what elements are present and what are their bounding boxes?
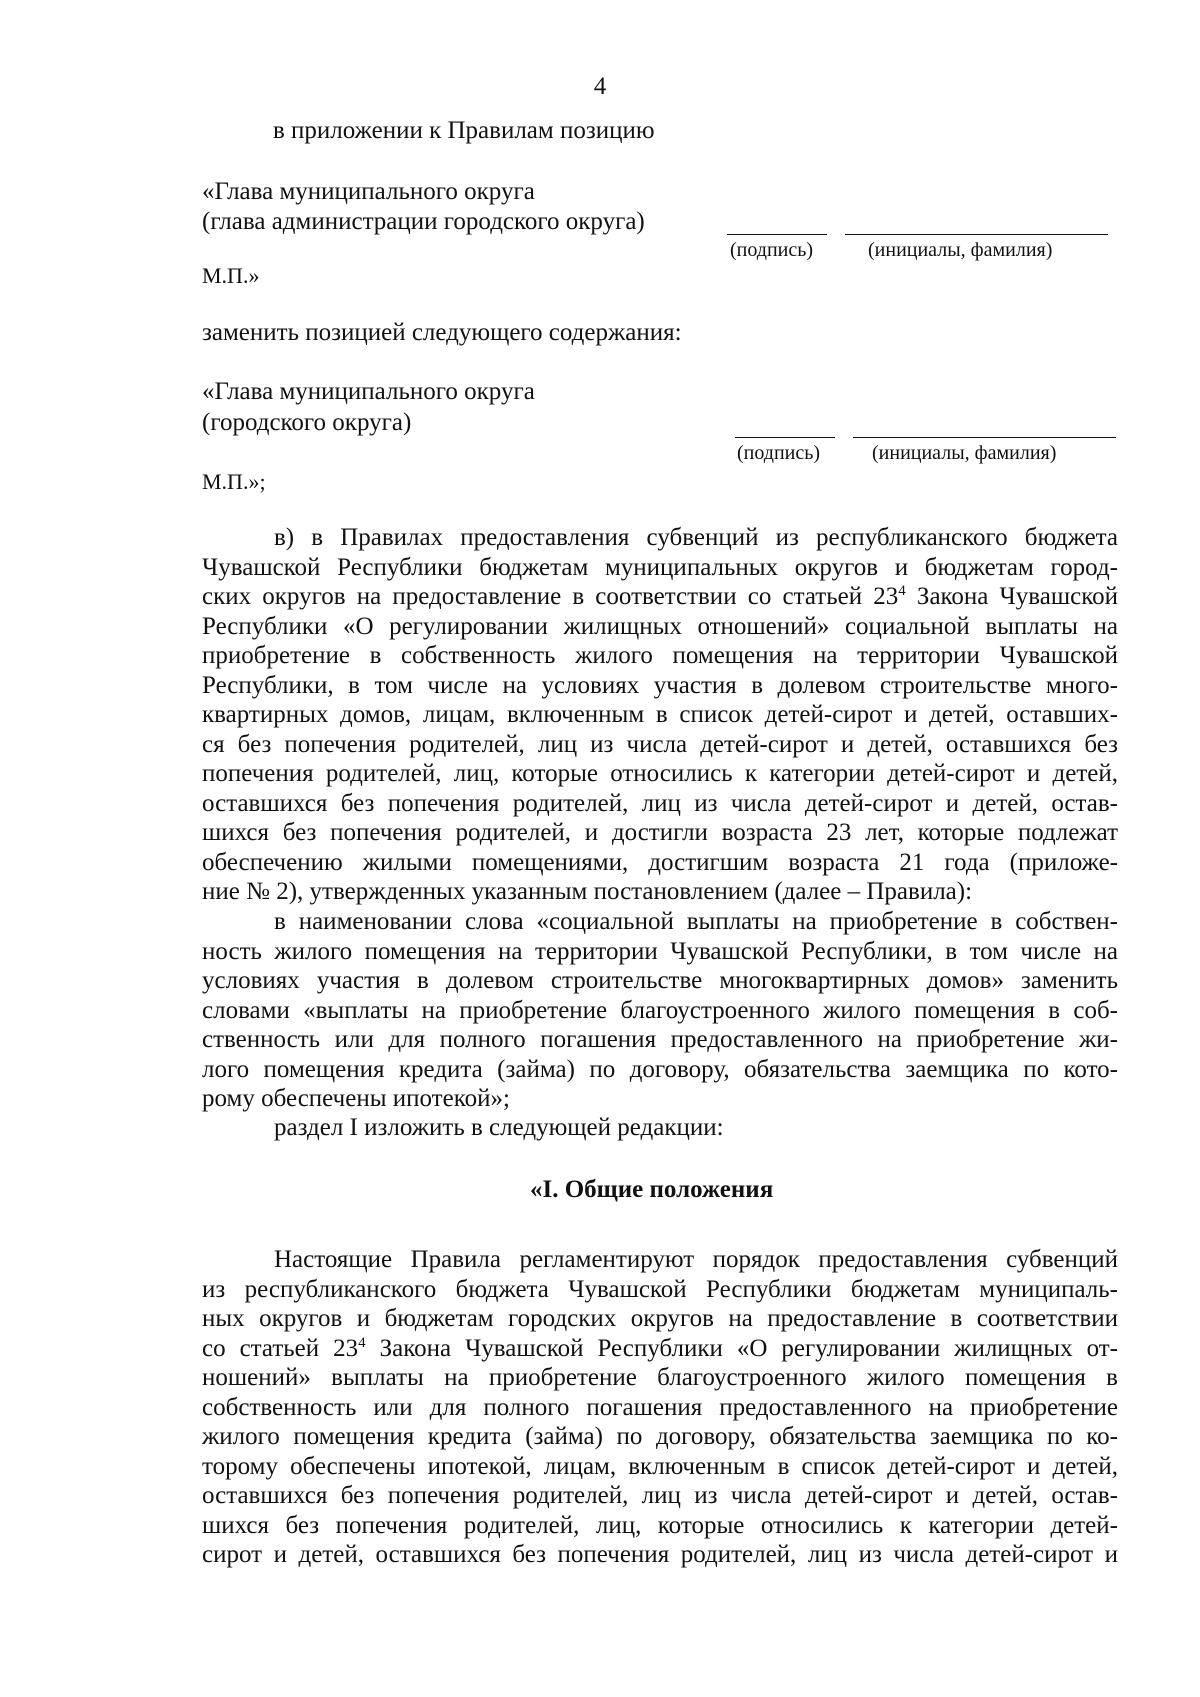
block2-title-line2: (городского округа) xyxy=(202,409,412,436)
block2-stamp: М.П.»; xyxy=(202,469,266,494)
text-line xyxy=(202,1334,1118,1364)
text-line: условиях участия в долевом строительстве многоквартирных домов» заменить xyxy=(202,967,1118,994)
text-line: оставшихся без попечения родителей, лиц из числа детей-сирот и детей, остав- xyxy=(202,789,1118,817)
text-line: ношений» выплаты на приобретение благоустроенного жилого помещения в xyxy=(202,1364,1118,1391)
block1-signature-line xyxy=(727,234,827,235)
page-number: 4 xyxy=(593,73,607,100)
text-line: ность жилого помещения на территории Чувашской Республики, в том числе на xyxy=(202,937,1118,965)
block1-title-line2: (глава администрации городского округа) xyxy=(202,208,645,235)
section-heading: «I. Общие положения xyxy=(530,1176,774,1203)
text-line: Чувашской Республики бюджетам муниципальных округов и бюджетам город- xyxy=(202,553,1118,581)
paragraph-v xyxy=(202,523,1118,907)
text-line: жилого помещения кредита (займа) по договору, обязательства заемщика по ко- xyxy=(202,1423,1118,1450)
replace-text: заменить позицией следующего содержания: xyxy=(202,319,682,346)
text-line: ние № 2), утвержденных указанным постановлением (далее – Правила): xyxy=(202,878,973,905)
superscript: 4 xyxy=(358,1334,366,1351)
text-line: сирот и детей, оставшихся без попечения родителей, лиц из числа детей-сирот и xyxy=(202,1541,1118,1568)
block1-name-line xyxy=(845,234,1108,235)
text-line xyxy=(202,582,1118,612)
text-fragment: ских округов на предоставление в соответствии со статьей 23 xyxy=(202,583,899,610)
text-line: торому обеспечены ипотекой, лицам, включенным в список детей-сирот и детей, xyxy=(202,1452,1118,1480)
intro-text: в приложении к Правилам позицию xyxy=(273,117,655,144)
text-line: обеспечению жилыми помещениями, достигшим возраста 21 года (приложе- xyxy=(202,848,1118,876)
block1-title-line1: «Глава муниципального округа xyxy=(202,178,535,205)
block2-name-line xyxy=(853,437,1116,438)
text-line: ных округов и бюджетам городских округов на предоставление в соответствии xyxy=(202,1305,1118,1332)
block2-signature-line xyxy=(735,437,835,438)
text-line: Республики «О регулировании жилищных отношений» социальной выплаты на xyxy=(202,612,1118,640)
text-line: Республики, в том числе на условиях участия в долевом строительстве много- xyxy=(202,671,1118,699)
text-line: лого помещения кредита (займа) по договору, обязательства заемщика по кото- xyxy=(202,1055,1118,1083)
text-fragment: со статьей 23 xyxy=(202,1334,359,1362)
text-line: шихся без попечения родителей, лиц, которые относились к категории детей- xyxy=(202,1511,1118,1539)
text-line: шихся без попечения родителей, и достигли возраста 23 лет, которые подлежат xyxy=(202,819,1118,846)
block2-name-label: (инициалы, фамилия) xyxy=(872,442,1057,464)
block2-signature-label: (подпись) xyxy=(737,442,821,464)
text-line: ственность или для полного погашения предоставленного на приобретение жи- xyxy=(202,1026,1118,1053)
paragraph-rules xyxy=(202,1245,1118,1570)
block1-name-label: (инициалы, фамилия) xyxy=(868,239,1053,261)
text-line: из республиканского бюджета Чувашской Республики бюджетам муниципаль- xyxy=(202,1275,1118,1303)
text-line: в) в Правилах предоставления субвенций из республиканского бюджета xyxy=(274,524,1118,551)
text-line: в наименовании слова «социальной выплаты на приобретение в собствен- xyxy=(274,908,1118,935)
text-line: попечения родителей, лиц, которые относились к категории детей-сирот и детей, xyxy=(202,760,1118,787)
text-line: оставшихся без попечения родителей, лиц из числа детей-сирот и детей, остав- xyxy=(202,1482,1118,1509)
text-line: собственность или для полного погашения предоставленного на приобретение xyxy=(202,1393,1118,1421)
text-line: квартирных домов, лицам, включенным в список детей-сирот и детей, оставших- xyxy=(202,701,1118,728)
superscript: 4 xyxy=(898,583,906,599)
paragraph-name xyxy=(202,907,1118,1114)
text-line: приобретение в собственность жилого помещения на территории Чувашской xyxy=(202,642,1118,669)
block1-stamp: М.П.» xyxy=(202,263,260,288)
section-intro-text: раздел I изложить в следующей редакции: xyxy=(274,1114,724,1141)
block1-signature-label: (подпись) xyxy=(730,239,814,261)
text-fragment: Закона Чувашской Республики «О регулировании жилищных от- xyxy=(365,1334,1118,1362)
text-fragment: Закона Чувашской xyxy=(905,583,1118,610)
text-line: Настоящие Правила регламентируют порядок предоставления субвенций xyxy=(274,1246,1118,1273)
block2-title-line1: «Глава муниципального округа xyxy=(202,378,535,405)
text-line: рому обеспечены ипотекой»; xyxy=(202,1085,510,1112)
text-line: ся без попечения родителей, лиц из числа детей-сирот и детей, оставшихся без xyxy=(202,730,1118,758)
text-line: словами «выплаты на приобретение благоустроенного жилого помещения в соб- xyxy=(202,996,1118,1024)
